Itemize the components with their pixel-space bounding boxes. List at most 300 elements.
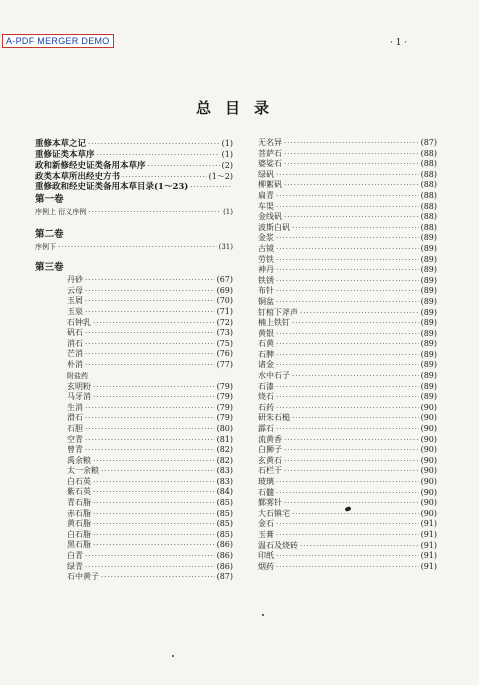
- toc-entry-page: (89): [420, 392, 437, 402]
- dot-leader: [85, 445, 215, 456]
- page-number: · 1 ·: [390, 38, 408, 48]
- toc-entry: [35, 328, 233, 339]
- dot-leader: [284, 498, 419, 509]
- toc-entry: [258, 371, 437, 382]
- dot-leader: [93, 392, 215, 403]
- toc-entry-label: 钉棺下斧声: [258, 307, 298, 317]
- toc-entry-page: (89): [420, 339, 437, 349]
- toc-entry-page: (84): [216, 487, 233, 497]
- toc-entry-label: 空青: [67, 434, 83, 444]
- toc-entry-page: (85): [216, 508, 233, 518]
- toc-entry-label: 金石: [258, 519, 274, 529]
- toc-entry: [258, 265, 437, 276]
- toc-entry: [258, 149, 437, 160]
- toc-entry: [35, 275, 233, 286]
- dot-leader: [284, 159, 419, 170]
- dot-leader: [276, 233, 419, 244]
- toc-entry-page: (88): [420, 180, 437, 190]
- toc-entry-page: (86): [216, 551, 233, 561]
- volume-3-list-continued: [35, 382, 233, 583]
- toc-entry-page: (83): [216, 476, 233, 486]
- dot-leader: [276, 382, 419, 393]
- toc-entry-label: 菩萨石: [258, 148, 282, 158]
- toc-entry-page: (85): [216, 519, 233, 529]
- toc-entry-page: (90): [420, 445, 437, 455]
- dot-leader: [88, 207, 221, 218]
- toc-entry-page: (82): [216, 455, 233, 465]
- toc-entry-page: (89): [420, 286, 437, 296]
- toc-entry-label: 白石英: [67, 476, 91, 486]
- dot-leader: [85, 435, 215, 446]
- dot-leader: [292, 413, 419, 424]
- toc-entry: [258, 435, 437, 446]
- toc-entry-label: 政类本草所出经史方书: [35, 172, 121, 182]
- toc-entry-label: 石黄: [258, 339, 274, 349]
- toc-entry-label: 霹石: [258, 424, 274, 434]
- toc-entry-label: 古镜: [258, 243, 274, 253]
- toc-entry: [35, 445, 233, 456]
- toc-entry: [258, 339, 437, 350]
- toc-entry-label: 劳铁: [258, 254, 274, 264]
- dot-leader: [276, 339, 419, 350]
- toc-entry-page: (89): [420, 275, 437, 285]
- front-matter-list: [35, 138, 233, 193]
- pdf-merger-watermark: A-PDF MERGER DEMO: [2, 34, 114, 48]
- toc-entry-page: (77): [216, 359, 233, 369]
- toc-entry-label: 石药: [258, 402, 274, 412]
- toc-entry-page: (89): [420, 318, 437, 328]
- toc-entry: [35, 562, 233, 573]
- toc-entry: [258, 541, 437, 552]
- dot-leader: [101, 572, 215, 583]
- toc-entry: [258, 424, 437, 435]
- dot-leader: [276, 477, 419, 488]
- dot-leader: [85, 286, 215, 297]
- toc-entry-label: 丹砂: [67, 275, 83, 285]
- dot-leader: [276, 265, 419, 276]
- dot-leader: [93, 456, 215, 467]
- toc-entry-label: 消石: [67, 338, 83, 348]
- toc-entry-page: (89): [420, 328, 437, 338]
- dot-leader: [284, 138, 419, 149]
- toc-entry-label: 波斯白矾: [258, 222, 290, 232]
- dot-leader: [276, 519, 419, 530]
- toc-entry: [35, 519, 233, 530]
- toc-entry-page: (89): [420, 349, 437, 359]
- toc-entry: [35, 551, 233, 562]
- toc-entry: [35, 466, 233, 477]
- toc-entry-page: (85): [216, 529, 233, 539]
- toc-entry-label: 玻璃: [258, 477, 274, 486]
- toc-entry-label: 石中黄子: [67, 572, 99, 582]
- toc-entry-label: 滑石: [67, 413, 83, 423]
- toc-entry-label: 白石脂: [67, 529, 91, 539]
- toc-entry-page: (90): [420, 413, 437, 423]
- toc-entry-page: (79): [216, 402, 233, 412]
- toc-entry-label: 鄞雾针: [258, 498, 282, 508]
- toc-entry-label: 石脾: [258, 349, 274, 359]
- toc-entry-label: 芒消: [67, 349, 83, 359]
- toc-entry: [35, 360, 233, 371]
- toc-entry-page: (71): [216, 306, 233, 316]
- toc-entry-page: (31): [218, 242, 233, 251]
- toc-entry: [35, 413, 233, 424]
- toc-entry: [258, 477, 437, 488]
- toc-entry: [35, 138, 233, 149]
- dot-leader: [292, 509, 419, 520]
- toc-entry-page: (79): [216, 381, 233, 391]
- dot-leader: [292, 371, 419, 382]
- dot-leader: [85, 413, 215, 424]
- toc-entry-label: 黑石脂: [67, 540, 91, 550]
- volume-1-list: [35, 207, 233, 218]
- dot-leader: [276, 202, 419, 213]
- toc-entry-label: 温石及烧砖: [258, 540, 298, 550]
- toc-entry: [258, 244, 437, 255]
- toc-entry: [35, 477, 233, 488]
- toc-entry: [35, 242, 233, 253]
- toc-entry-page: (80): [216, 423, 233, 433]
- dot-leader: [284, 456, 419, 467]
- toc-entry-label: 水中石子: [258, 371, 290, 381]
- toc-entry-label: 赤石脂: [67, 508, 91, 518]
- dot-leader: [276, 170, 419, 181]
- toc-entry: [258, 403, 437, 414]
- dot-leader: [284, 149, 419, 160]
- toc-entry-label: 马牙消: [67, 392, 91, 402]
- toc-entry: [258, 329, 437, 340]
- toc-entry-label: 石漆: [258, 381, 274, 391]
- toc-entry-label: 楠上铁钉: [258, 318, 290, 328]
- dot-leader: [85, 424, 215, 435]
- toc-entry: [258, 276, 437, 287]
- toc-entry-page: (67): [216, 275, 233, 285]
- toc-entry-label: 黄石脂: [67, 519, 91, 529]
- toc-entry-page: (86): [216, 561, 233, 571]
- toc-entry-label: 玄黄石: [258, 455, 282, 465]
- dot-leader: [276, 244, 419, 255]
- toc-entry-page: (91): [420, 551, 437, 561]
- toc-entry: [35, 509, 233, 520]
- toc-entry: [35, 424, 233, 435]
- dot-leader: [93, 318, 215, 329]
- toc-entry-page: (73): [216, 328, 233, 338]
- toc-entry: [35, 207, 233, 218]
- toc-entry-label: 序例下: [35, 242, 56, 251]
- toc-entry-label: 重修证类本草序: [35, 150, 95, 160]
- dot-leader: [276, 297, 419, 308]
- toc-entry-label: 金线矾: [258, 212, 282, 222]
- dot-leader: [85, 349, 215, 360]
- toc-entry-label: 诸金: [258, 360, 274, 370]
- volume-3-list: [35, 275, 233, 370]
- volume-1-heading: 第一卷: [35, 194, 64, 205]
- toc-entry-label: 禹余粮: [67, 455, 91, 465]
- toc-entry-page: (75): [216, 338, 233, 348]
- toc-entry-page: (1): [221, 139, 233, 148]
- toc-entry-page: (70): [216, 296, 233, 306]
- dot-leader: [93, 519, 215, 530]
- toc-entry-label: 石栏干: [258, 466, 282, 476]
- toc-entry: [258, 191, 437, 202]
- toc-entry: [35, 318, 233, 329]
- dot-leader: [292, 318, 419, 329]
- toc-entry-page: (91): [420, 540, 437, 550]
- toc-entry-page: (90): [420, 455, 437, 465]
- toc-entry-page: (88): [420, 201, 437, 211]
- toc-entry-label: 重修政和经史证类备用本草目录(1～23): [35, 182, 189, 192]
- dot-leader: [276, 530, 419, 541]
- toc-entry-page: (81): [216, 434, 233, 444]
- toc-entry: [35, 160, 233, 171]
- dot-leader: [276, 551, 419, 562]
- dot-leader: [284, 180, 419, 191]
- dot-leader: [276, 286, 419, 297]
- toc-entry-page: (90): [420, 508, 437, 518]
- toc-entry-label: 神丹: [258, 265, 274, 275]
- toc-entry: [35, 572, 233, 583]
- toc-entry: [258, 255, 437, 266]
- dot-leader: [85, 275, 215, 286]
- toc-entry-label: 烧石: [258, 392, 274, 402]
- dot-leader: [276, 329, 419, 340]
- toc-entry: [258, 456, 437, 467]
- toc-entry-page: (2): [221, 161, 233, 170]
- toc-entry: [258, 562, 437, 573]
- toc-entry-page: (89): [420, 307, 437, 317]
- dot-leader: [85, 328, 215, 339]
- toc-entry-page: (83): [216, 466, 233, 476]
- toc-entry-label: 朴消: [67, 359, 83, 369]
- toc-entry: [258, 350, 437, 361]
- dot-leader: [276, 424, 419, 435]
- toc-entry-label: 无名异: [258, 138, 282, 147]
- toc-entry-label: 绿矾: [258, 169, 274, 179]
- toc-entry-page: (88): [420, 222, 437, 232]
- toc-entry-label: 金浆: [258, 233, 274, 243]
- toc-entry: [35, 149, 233, 160]
- toc-entry-label: 绿青: [67, 561, 83, 571]
- toc-entry-page: (90): [420, 487, 437, 497]
- toc-entry-label: 石髓: [258, 487, 274, 497]
- toc-entry-label: 云母: [67, 285, 83, 295]
- toc-entry-page: (88): [420, 159, 437, 169]
- toc-entry: [258, 286, 437, 297]
- dot-leader: [300, 308, 419, 319]
- toc-entry: [258, 297, 437, 308]
- volume-2-heading: 第二卷: [35, 228, 64, 240]
- toc-entry-label: 印纸: [258, 551, 274, 561]
- toc-entry: [35, 530, 233, 541]
- toc-entry-page: (1): [223, 208, 233, 216]
- toc-entry-label: 流黄香: [258, 434, 282, 444]
- toc-entry: [35, 171, 233, 182]
- toc-entry-page: (87): [420, 138, 437, 147]
- toc-entry-label: 白青: [67, 551, 83, 561]
- toc-entry-label: 布针: [258, 286, 274, 296]
- toc-entry-page: (89): [420, 265, 437, 275]
- dot-leader: [88, 139, 220, 150]
- toc-entry-label: 政和新修经史证类备用本草序: [35, 161, 146, 171]
- dot-leader: [292, 223, 419, 234]
- toc-entry-label: 车渠: [258, 201, 274, 211]
- toc-entry-label: 石钟乳: [67, 317, 91, 327]
- toc-entry-page: (90): [420, 402, 437, 412]
- dot-leader: [93, 530, 215, 541]
- toc-entry-label: 玉泉: [67, 306, 83, 316]
- toc-entry: [258, 138, 437, 149]
- toc-entry: [35, 182, 233, 193]
- toc-entry-label: 紫石英: [67, 487, 91, 497]
- toc-entry: [35, 540, 233, 551]
- appendix-label: 附盐药: [67, 371, 88, 380]
- toc-entry: [258, 318, 437, 329]
- dot-leader: [85, 551, 215, 562]
- dot-leader: [276, 562, 419, 573]
- dot-leader: [85, 562, 215, 573]
- dot-leader: [276, 403, 419, 414]
- toc-entry-label: 曾青: [67, 445, 83, 455]
- toc-entry-page: (79): [216, 392, 233, 402]
- toc-entry-label: 扁青: [258, 190, 274, 200]
- dot-leader: [284, 212, 419, 223]
- toc-entry: [258, 233, 437, 244]
- toc-entry: [35, 403, 233, 414]
- toc-entry-page: (88): [420, 190, 437, 200]
- dot-leader: [284, 435, 419, 446]
- dot-leader: [85, 339, 215, 350]
- toc-entry-label: 烟药: [258, 561, 274, 571]
- toc-entry: [258, 170, 437, 181]
- toc-entry: [258, 382, 437, 393]
- dot-leader: [85, 307, 215, 318]
- toc-entry-label: 黄银: [258, 328, 274, 338]
- toc-entry-label: 婆娑石: [258, 159, 282, 169]
- toc-entry-label: 玉膏: [258, 529, 274, 539]
- toc-entry: [258, 212, 437, 223]
- toc-entry-label: 研朱石槌: [258, 413, 290, 423]
- toc-entry: [35, 349, 233, 360]
- toc-entry: [35, 382, 233, 393]
- toc-entry-page: (1): [221, 150, 233, 159]
- toc-entry-label: 矾石: [67, 328, 83, 338]
- toc-entry-page: (90): [420, 498, 437, 508]
- toc-entry-label: 生消: [67, 402, 83, 412]
- toc-entry-page: (88): [420, 212, 437, 222]
- toc-entry: [258, 530, 437, 541]
- toc-entry-label: 太一余粮: [67, 466, 99, 476]
- toc-entry: [35, 392, 233, 403]
- toc-entry-page: (76): [216, 349, 233, 359]
- toc-entry-page: (82): [216, 445, 233, 455]
- toc-entry-page: (69): [216, 285, 233, 295]
- dot-leader: [276, 488, 419, 499]
- dot-leader: [101, 466, 215, 477]
- toc-entry: [258, 223, 437, 234]
- toc-entry-label: 序例上 衍义序例: [35, 208, 87, 216]
- dot-leader: [93, 509, 215, 520]
- toc-entry-page: (89): [420, 243, 437, 253]
- toc-entry-label: 青石脂: [67, 498, 91, 508]
- toc-entry-label: 玉屑: [67, 296, 83, 306]
- dot-leader: [276, 392, 419, 403]
- toc-entry-label: 柳絮矾: [258, 180, 282, 190]
- dot-leader: [85, 403, 215, 414]
- toc-entry: [35, 456, 233, 467]
- toc-entry-page: (72): [216, 317, 233, 327]
- toc-entry-page: (89): [420, 371, 437, 381]
- dot-leader: [284, 445, 419, 456]
- toc-entry: [35, 435, 233, 446]
- ink-speck: [262, 614, 264, 616]
- volume-2-list: [35, 242, 233, 253]
- toc-entry-page: (79): [216, 413, 233, 423]
- volume-3-heading: 第三卷: [35, 262, 64, 274]
- toc-entry-page: (88): [420, 169, 437, 179]
- toc-entry: [35, 339, 233, 350]
- dot-leader: [276, 191, 419, 202]
- toc-entry-page: (87): [216, 572, 233, 582]
- page-title: 总目录: [195, 99, 283, 117]
- dot-leader: [284, 466, 419, 477]
- toc-entry-label: 重修本草之记: [35, 139, 87, 149]
- dot-leader: [58, 242, 217, 253]
- dot-leader: [300, 541, 419, 552]
- toc-entry-page: (90): [420, 477, 437, 486]
- dot-leader: [93, 498, 215, 509]
- dot-leader: [85, 360, 215, 371]
- toc-left-column: [35, 138, 233, 583]
- toc-entry-label: 铜盆: [258, 296, 274, 306]
- dot-leader: [190, 182, 231, 193]
- toc-entry: [258, 202, 437, 213]
- toc-entry-page: (89): [420, 360, 437, 370]
- toc-entry-label: 玄明粉: [67, 381, 91, 391]
- dot-leader: [276, 255, 419, 266]
- toc-entry-page: (89): [420, 296, 437, 306]
- toc-entry: [258, 413, 437, 424]
- toc-entry: [35, 487, 233, 498]
- dot-leader: [97, 150, 220, 161]
- toc-entry-label: 白狮子: [258, 445, 282, 455]
- toc-entry: [258, 308, 437, 319]
- toc-entry-page: (90): [420, 424, 437, 434]
- toc-entry: [258, 488, 437, 499]
- toc-entry-page: (91): [420, 519, 437, 529]
- toc-entry-page: (91): [420, 561, 437, 571]
- toc-entry-page: (1～2): [208, 172, 233, 181]
- toc-entry-page: (90): [420, 434, 437, 444]
- toc-entry: [258, 360, 437, 371]
- toc-entry-page: (91): [420, 529, 437, 539]
- ink-speck: [172, 655, 174, 657]
- toc-entry-page: (85): [216, 498, 233, 508]
- dot-leader: [276, 350, 419, 361]
- toc-entry: [35, 286, 233, 297]
- toc-entry-page: (89): [420, 254, 437, 264]
- dot-leader: [93, 382, 215, 393]
- toc-entry: [258, 466, 437, 477]
- toc-entry-label: 大石镇宅: [258, 508, 290, 518]
- toc-entry: [35, 498, 233, 509]
- toc-entry-label: 石胆: [67, 423, 83, 433]
- toc-entry-label: 铁锈: [258, 275, 274, 285]
- dot-leader: [276, 360, 419, 371]
- toc-entry: [258, 445, 437, 456]
- toc-entry-page: (86): [216, 540, 233, 550]
- toc-entry-page: (90): [420, 466, 437, 476]
- toc-entry: [258, 551, 437, 562]
